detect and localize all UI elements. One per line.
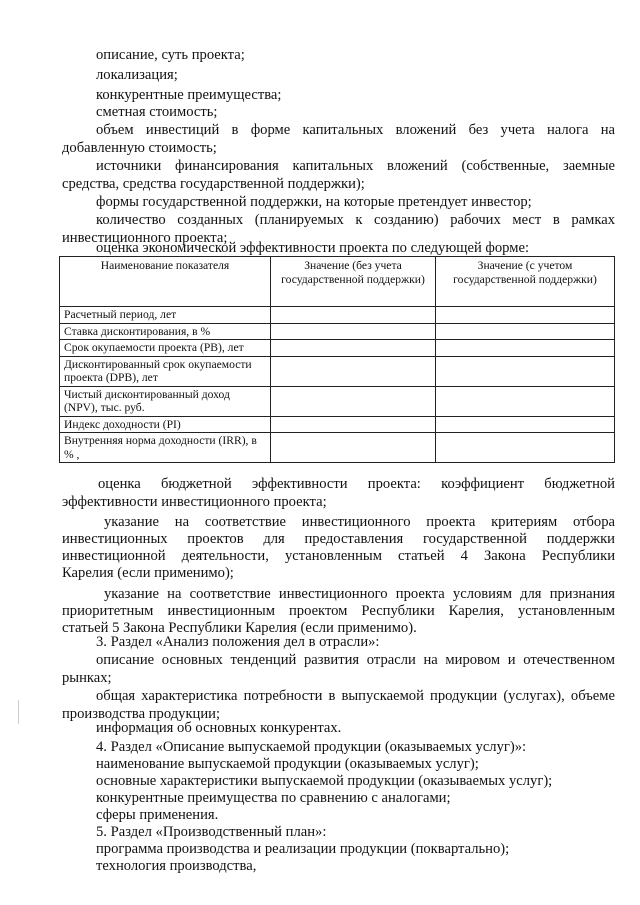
table-cell-empty bbox=[271, 307, 436, 324]
table-cell-label: Срок окупаемости проекта (PB), лет bbox=[60, 340, 271, 357]
text-line: количество созданных (планируемых к созданию) рабочих мест в рамках bbox=[96, 212, 615, 228]
text-line: информация об основных конкурентах. bbox=[96, 720, 342, 736]
table-cell-empty bbox=[436, 307, 615, 324]
text-line: описание основных тенденций развития отрасли на мировом и отечественном bbox=[96, 652, 615, 668]
table-cell-empty bbox=[436, 323, 615, 340]
text-line: формы государственной поддержки, на которые претендует инвестор; bbox=[96, 194, 532, 210]
text-line: локализация; bbox=[96, 67, 178, 83]
table-row bbox=[60, 323, 615, 340]
table-cell-empty bbox=[271, 356, 436, 386]
table-row bbox=[60, 386, 615, 416]
text-line: наименование выпускаемой продукции (оказываемых услуг); bbox=[96, 756, 479, 772]
table-cell-empty bbox=[271, 340, 436, 357]
text-line: Карелия (если применимо); bbox=[62, 565, 234, 581]
table-cell-label: Ставка дисконтирования, в % bbox=[60, 323, 271, 340]
text-line: оценка экономической эффективности проекта по следующей форме: bbox=[96, 240, 530, 256]
table-cell-empty bbox=[436, 386, 615, 416]
text-line: эффективности инвестиционного проекта; bbox=[62, 494, 327, 510]
text-line: инвестиционной деятельности, установленным статьей 4 Закона Республики bbox=[62, 548, 615, 564]
text-line: программа производства и реализации продукции (поквартально); bbox=[96, 841, 510, 857]
table-cell-empty bbox=[271, 416, 436, 433]
efficiency-table bbox=[59, 256, 615, 463]
text-line: инвестиционного проекта; bbox=[62, 230, 228, 246]
table-cell-empty bbox=[436, 340, 615, 357]
table-header-row bbox=[60, 257, 615, 307]
table-row bbox=[60, 340, 615, 357]
table-cell-empty bbox=[436, 416, 615, 433]
table-cell-label: Чистый дисконтированный доход (NPV), тыс. руб. bbox=[60, 386, 271, 416]
text-line: инвестиционных проектов для предоставления государственной поддержки bbox=[62, 531, 615, 547]
section-3-title: 3. Раздел «Анализ положения дел в отрасли»: bbox=[96, 634, 380, 650]
text-line: источники финансирования капитальных вложений (собственные, заемные bbox=[96, 158, 615, 174]
text-line: общая характеристика потребности в выпускаемой продукции (услугах), объеме bbox=[96, 688, 615, 704]
table-cell-empty bbox=[271, 323, 436, 340]
table-row bbox=[60, 433, 615, 463]
scan-margin-mark bbox=[18, 700, 19, 724]
text-line: указание на соответствие инвестиционного проекта критериям отбора bbox=[104, 514, 615, 530]
text-line: оценка бюджетной эффективности проекта: коэффициент бюджетной bbox=[98, 476, 615, 492]
table-row bbox=[60, 416, 615, 433]
text-line: указание на соответствие инвестиционного проекта условиям для признания bbox=[104, 586, 615, 602]
table-cell-label: Расчетный период, лет bbox=[60, 307, 271, 324]
text-line: сферы применения. bbox=[96, 807, 219, 823]
text-line: производства продукции; bbox=[62, 706, 221, 722]
table-cell-empty bbox=[436, 356, 615, 386]
text-line: основные характеристики выпускаемой продукции (оказываемых услуг); bbox=[96, 773, 553, 789]
section-5-title: 5. Раздел «Производственный план»: bbox=[96, 824, 327, 840]
text-line: описание, суть проекта; bbox=[96, 47, 245, 63]
text-line: технология производства, bbox=[96, 858, 257, 874]
table-cell-label: Индекс доходности (PI) bbox=[60, 416, 271, 433]
table-cell-empty bbox=[271, 433, 436, 463]
text-line: средства, средства государственной поддержки); bbox=[62, 176, 365, 192]
table-header: Наименование показателя bbox=[60, 257, 271, 307]
table-row bbox=[60, 307, 615, 324]
text-line: конкурентные преимущества; bbox=[96, 87, 282, 103]
text-line: объем инвестиций в форме капитальных вложений без учета налога на bbox=[96, 122, 615, 138]
table-cell-empty bbox=[436, 433, 615, 463]
text-line: конкурентные преимущества по сравнению с аналогами; bbox=[96, 790, 451, 806]
text-line: добавленную стоимость; bbox=[62, 140, 217, 156]
text-line: статьей 5 Закона Республики Карелия (если применимо). bbox=[62, 620, 417, 636]
table-cell-empty bbox=[271, 386, 436, 416]
table-cell-label: Дисконтированный срок окупаемости проекта (DPB), лет bbox=[60, 356, 271, 386]
table-row bbox=[60, 356, 615, 386]
section-4-title: 4. Раздел «Описание выпускаемой продукции (оказываемых услуг)»: bbox=[96, 739, 527, 755]
text-line: рынках; bbox=[62, 670, 112, 686]
table-header: Значение (без учета государственной поддержки) bbox=[271, 257, 436, 307]
text-line: сметная стоимость; bbox=[96, 104, 218, 120]
table-cell-label: Внутренняя норма доходности (IRR), в % , bbox=[60, 433, 271, 463]
table-header: Значение (с учетом государственной поддержки) bbox=[436, 257, 615, 307]
text-line: приоритетным инвестиционным проектом Республики Карелия, установленным bbox=[62, 603, 615, 619]
